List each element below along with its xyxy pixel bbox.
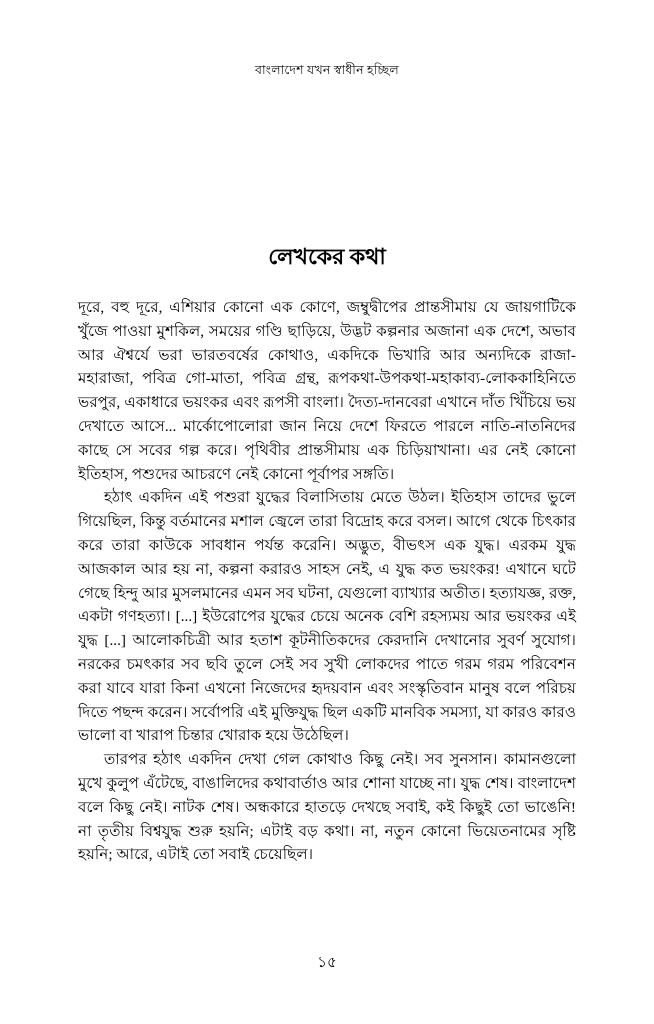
running-head: বাংলাদেশ যখন স্বাধীন হচ্ছিল xyxy=(255,63,399,77)
paragraph: তারপর হঠাৎ একদিন দেখা গেল কোথাও কিছু নেই। সব সুনসান। কামানগুলো মুখে কুলুপ এঁটেছে, বাঙালিদের কথাবার্তাও আর শোনা যাচ্ছে না। যুদ্ধ শেষ। বাংলাদেশ বলে কিছু নেই। নাটক শেষ। অন্ধকারে হাতড়ে দেখছে সবাই, কই কিছুই তো ভাঙেনি! না তৃতীয় বিশ্বযুদ্ধ শুরু হয়নি; এটাই বড় কথা। না, নতুন কোনো ভিয়েতনামের সৃষ্টি হয়নি; আরে, এটাই তো সবাই চেয়েছিল। xyxy=(78,751,576,864)
body-text xyxy=(78,296,576,867)
page-title: লেখকের কথা xyxy=(268,243,386,269)
paragraph: দূরে, বহু দূরে, এশিয়ার কোনো এক কোণে, জম্বুদ্বীপের প্রান্তসীমায় যে জায়গাটিকে খুঁজে পাওয়া মুশকিল, সময়ের গণ্ডি ছাড়িয়ে, উদ্ভট কল্পনার অজানা এক দেশে, অভাব আর ঐশ্বর্যে ভরা ভারতবর্ষের কোথাও, একদিকে ভিখারি আর অন্যদিকে রাজা-মহারাজা, পবিত্র গো-মাতা, পবিত্র গ্রন্থ, রূপকথা-উপকথা-মহাকাব্য-লোককাহিনিতে ভরপুর, একাধারে ভয়ংকর এবং রূপসী বাংলা। দৈত্য-দানবেরা এখানে দাঁত খিঁচিয়ে ভয় দেখাতে আসে... মার্কোপোলোরা জান নিয়ে দেশে ফিরতে পারলে নাতি-নাতনিদের কাছে সে সবের গল্প করে। পৃথিবীর প্রান্তসীমায় এক চিড়িয়াখানা। এর নেই কোনো ইতিহাস, পশুদের আচরণে নেই কোনো পূর্বাপর সঙ্গতি। xyxy=(78,299,576,483)
page-number: ১৫ xyxy=(317,955,337,971)
paragraph: হঠাৎ একদিন এই পশুরা যুদ্ধের বিলাসিতায় মেতে উঠল। ইতিহাস তাদের ভুলে গিয়েছিল, কিন্তু বর্তমানের মশাল জ্বেলে তারা বিদ্রোহ করে বসল। আগে থেকে চিৎকার করে তারা কাউকে সাবধান পর্যন্ত করেনি। অদ্ভুত, বীভৎস এক যুদ্ধ। এরকম যুদ্ধ আজকাল আর হয় না, কল্পনা করারও সাহস নেই, এ যুদ্ধ কত ভয়ংকর! এখানে ঘটে গেছে হিন্দু আর মুসলমানের এমন সব ঘটনা, যেগুলো ব্যাখ্যার অতীত। হত্যাযজ্ঞ, রক্ত, একটা গণহত্যা। [...] ইউরোপের যুদ্ধের চেয়ে অনেক বেশি রহস্যময় আর ভয়ংকর এই যুদ্ধ [...] আলোকচিত্রী আর হতাশ কূটনীতিকদের কেরদানি দেখানোর সুবর্ণ সুযোগ। নরকের চমৎকার সব ছবি তুলে সেই সব সুখী লোকদের পাতে গরম গরম পরিবেশন করা যাবে যারা কিনা এখনো নিজেদের হৃদয়বান এবং সংস্কৃতিবান মানুষ বলে পরিচয় দিতে পছন্দ করেন। সর্বোপরি এই মুক্তিযুদ্ধ ছিল একটি মানবিক সমস্যা, যা কারও কারও ভালো বা খারাপ চিন্তার খোরাক হয়ে উঠেছিল। xyxy=(78,489,576,745)
